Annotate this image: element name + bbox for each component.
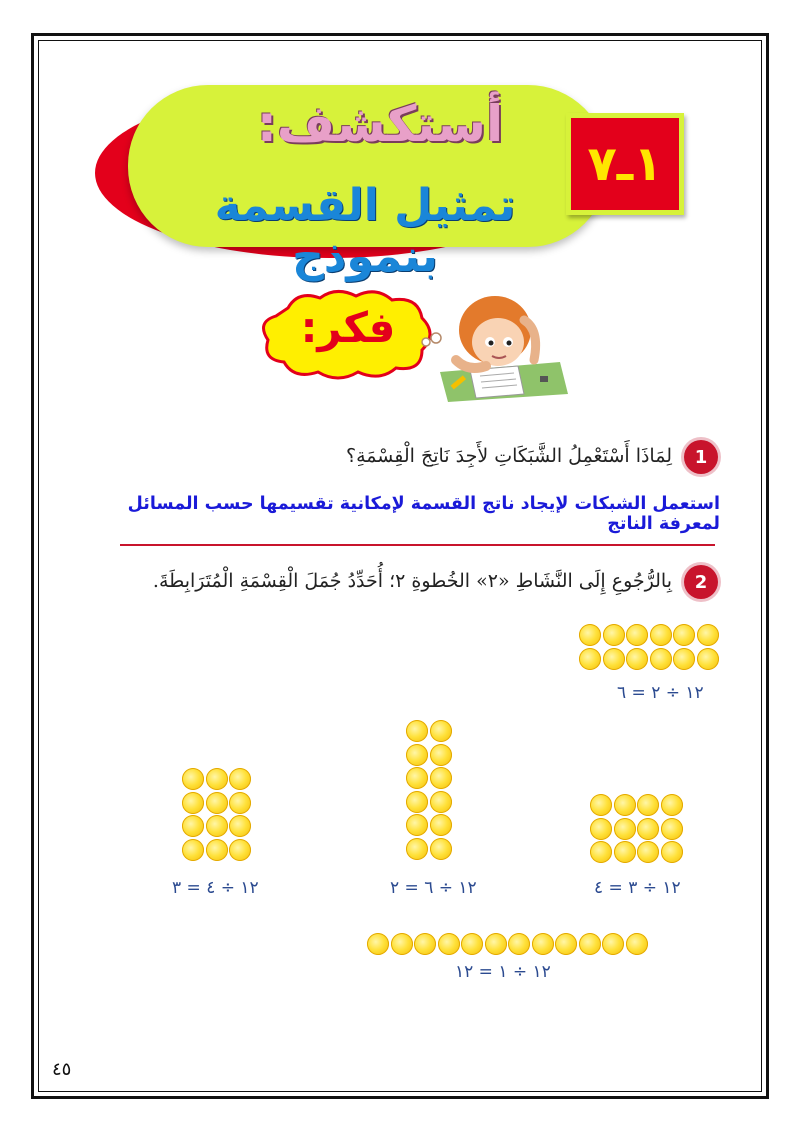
think-label: فكر: xyxy=(300,303,396,352)
counter-dot xyxy=(485,933,507,955)
counter-dot xyxy=(182,815,204,837)
counter-dot xyxy=(614,841,636,863)
counter-dot xyxy=(229,839,251,861)
counter-dot xyxy=(229,768,251,790)
counter-dot xyxy=(438,933,460,955)
counter-dot xyxy=(206,768,228,790)
counter-dot xyxy=(406,838,428,860)
counter-dot xyxy=(461,933,483,955)
counter-dot xyxy=(697,624,719,646)
page-number: ٤٥ xyxy=(52,1059,72,1080)
counter-dot xyxy=(430,838,452,860)
counter-dot xyxy=(555,933,577,955)
lesson-number: ١ـ٧ xyxy=(587,136,663,192)
division-equation: ١٢ ÷ ٦ = ٢ xyxy=(390,878,477,898)
counter-dot xyxy=(430,720,452,742)
counter-dot xyxy=(579,933,601,955)
counter-dot xyxy=(406,791,428,813)
counter-dot xyxy=(430,767,452,789)
counter-dot xyxy=(602,933,624,955)
counter-dot xyxy=(650,624,672,646)
counter-dot xyxy=(430,814,452,836)
counter-dot xyxy=(229,815,251,837)
counter-dot xyxy=(430,791,452,813)
counter-dot xyxy=(626,624,648,646)
counter-dot xyxy=(532,933,554,955)
counter-dot xyxy=(673,648,695,670)
counter-dot xyxy=(590,841,612,863)
counter-dot xyxy=(182,768,204,790)
divider-line xyxy=(120,544,715,546)
counter-dot xyxy=(590,794,612,816)
counter-dot xyxy=(508,933,530,955)
counter-dot xyxy=(579,648,601,670)
counter-dot xyxy=(673,624,695,646)
counter-dot xyxy=(637,818,659,840)
question-2-text: بِالرُّجُوعِ إِلَى النَّشَاطِ «٢» الخُطوةِ ٢؛ أُحَدِّدُ جُمَلَ الْقِسْمَةِ الْمُتَرَابِطَةَ. xyxy=(152,570,672,592)
counter-dot xyxy=(406,744,428,766)
counter-dot xyxy=(406,720,428,742)
question-1-text: لِمَاذَا أَسْتَعْمِلُ الشَّبَكَاتِ لأَجِدَ نَاتِجَ الْقِسْمَةِ؟ xyxy=(346,445,672,467)
title-explore: أستكشف: xyxy=(256,95,504,153)
counter-dot xyxy=(391,933,413,955)
counter-dot xyxy=(430,744,452,766)
counter-dot xyxy=(590,818,612,840)
counter-dot xyxy=(603,624,625,646)
answer-1-text: استعمل الشبكات لإيجاد ناتج القسمة لإمكانية تقسيمها حسب المسائل لمعرفة الناتج xyxy=(127,494,720,534)
counter-dot xyxy=(206,815,228,837)
counter-dot xyxy=(614,818,636,840)
counter-dot xyxy=(637,794,659,816)
counter-dot xyxy=(637,841,659,863)
counter-dot xyxy=(697,648,719,670)
counter-dot xyxy=(614,794,636,816)
counter-dot xyxy=(579,624,601,646)
lesson-title: تمثيل القسمة بنموذج xyxy=(214,180,516,282)
counter-dot xyxy=(626,933,648,955)
question-2-badge: 2 xyxy=(684,565,718,599)
counter-dot xyxy=(182,792,204,814)
division-equation: ١٢ ÷ ٣ = ٤ xyxy=(594,878,681,898)
division-equation: ١٢ ÷ ٢ = ٦ xyxy=(617,683,704,703)
counter-dot xyxy=(406,814,428,836)
counter-dot xyxy=(626,648,648,670)
counter-dot xyxy=(406,767,428,789)
question-1-badge: 1 xyxy=(684,440,718,474)
counter-dot xyxy=(603,648,625,670)
counter-dot xyxy=(661,818,683,840)
counter-dot xyxy=(206,792,228,814)
counter-dot xyxy=(206,839,228,861)
lesson-number-box xyxy=(566,113,684,215)
division-equation: ١٢ ÷ ١ = ١٢ xyxy=(455,962,551,982)
thinking-boy-icon xyxy=(420,290,570,405)
counter-dot xyxy=(182,839,204,861)
counter-dot xyxy=(661,794,683,816)
counter-dot xyxy=(650,648,672,670)
counter-dot xyxy=(229,792,251,814)
counter-dot xyxy=(414,933,436,955)
division-equation: ١٢ ÷ ٤ = ٣ xyxy=(172,878,259,898)
counter-dot xyxy=(367,933,389,955)
counter-dot xyxy=(661,841,683,863)
